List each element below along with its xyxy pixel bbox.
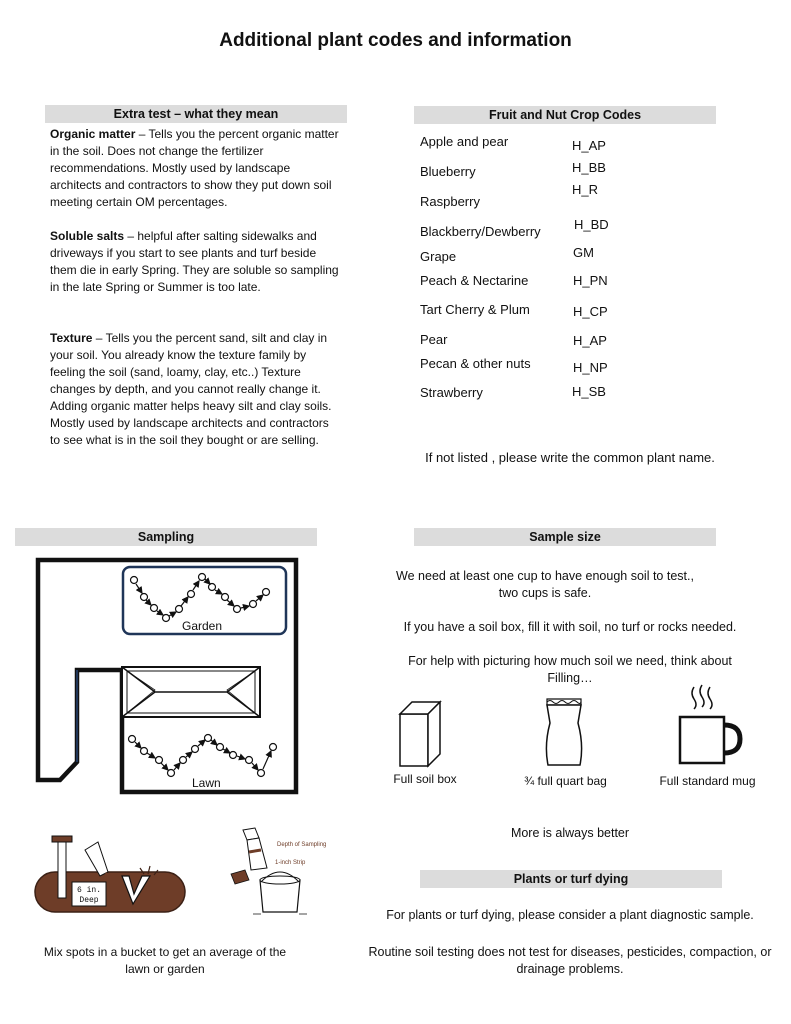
crop-code: H_SB <box>572 384 606 399</box>
crop-name: Peach & Nectarine <box>420 273 529 288</box>
depth-of-sampling-label: Depth of Sampling <box>277 842 327 848</box>
quart-bag-label: ¾ full quart bag <box>524 774 607 788</box>
texture-text: – Tells you the percent sand, silt and clay in your soil. You already know the texture family by feeling the soil (sand, loamy, clay, etc..) Texture changes by depth, and you cannot really change it. Adding organic matter helps heavy silt and clay soils. Mostly used by landscape architects and contractors to see what is in the soil they bought or are selling. <box>50 331 332 447</box>
mug-icon <box>676 683 744 767</box>
page-title: Additional plant codes and information <box>219 30 572 51</box>
quart-bag-icon <box>542 695 586 767</box>
organic-matter-term: Organic matter <box>50 127 136 141</box>
crop-name: Apple and pear <box>420 134 509 149</box>
depth-label-1: 6 in. <box>76 886 102 895</box>
soluble-salts-paragraph <box>50 228 340 296</box>
crop-code: H_R <box>572 182 599 197</box>
sampling-caption: Mix spots in a bucket to get an average of the lawn or garden <box>43 945 287 976</box>
crop-code: H_BB <box>572 160 606 175</box>
sampling-header: Sampling <box>15 528 317 546</box>
soluble-salts-text: – helpful after salting sidewalks and driveways if you start to see plants and turf beside them die in early Spring. They are soluble so sampling in the late Spring or Summer is too late. <box>50 229 339 294</box>
fruit-codes-note: If not listed , please write the common plant name. <box>425 450 715 465</box>
plants-dying-line-1: For plants or turf dying, please consider a plant diagnostic sample. <box>386 908 754 922</box>
strip-label: 1-inch Strip <box>275 860 306 866</box>
crop-name: Strawberry <box>420 385 483 400</box>
crop-code: H_CP <box>573 304 608 319</box>
soil-probe-illustration <box>30 828 190 918</box>
crop-name: Blueberry <box>420 164 476 179</box>
garden-label: Garden <box>182 619 223 633</box>
extra-test-header: Extra test – what they mean <box>45 105 347 123</box>
crop-name: Pear <box>420 332 448 347</box>
sample-size-line-2: If you have a soil box, fill it with soil, no turf or rocks needed. <box>403 620 737 634</box>
sample-size-line-3: For help with picturing how much soil we need, think about Filling… <box>408 654 732 685</box>
organic-matter-text: – Tells you the percent organic matter in the soil. Does not change the fertilizer recommendations. Mostly used by landscape architects and contractors to show they put down soil meeting certain OM percentages. <box>50 127 339 209</box>
sample-size-header: Sample size <box>414 528 716 546</box>
crop-code: H_AP <box>573 333 607 348</box>
trowel-bucket-illustration <box>225 826 335 921</box>
sampling-yard-diagram <box>30 552 305 802</box>
plants-dying-line-2: Routine soil testing does not test for diseases, pesticides, compaction, or drainage problems. <box>368 945 772 976</box>
crop-code: H_BD <box>574 217 609 232</box>
more-is-better: More is always better <box>510 826 630 840</box>
crop-name: Pecan & other nuts <box>420 356 531 371</box>
crop-code: H_AP <box>572 138 606 153</box>
sample-size-line-1: We need at least one cup to have enough soil to test., two cups is safe. <box>396 569 694 600</box>
soil-box-icon <box>398 700 442 768</box>
soluble-salts-term: Soluble salts <box>50 229 125 243</box>
crop-name: Grape <box>420 249 457 264</box>
crop-name: Tart Cherry & Plum <box>420 302 530 317</box>
crop-name: Blackberry/Dewberry <box>420 224 541 239</box>
soil-box-label: Full soil box <box>393 772 457 786</box>
lawn-label: Lawn <box>192 776 221 790</box>
plants-dying-header: Plants or turf dying <box>420 870 722 888</box>
mug-label: Full standard mug <box>659 774 756 788</box>
texture-term: Texture <box>50 331 93 345</box>
crop-code: H_NP <box>573 360 608 375</box>
crop-code: H_PN <box>573 273 608 288</box>
crop-name: Raspberry <box>420 194 480 209</box>
depth-label-2: Deep <box>79 896 99 905</box>
crop-code: GM <box>573 245 594 260</box>
fruit-codes-header: Fruit and Nut Crop Codes <box>414 106 716 124</box>
texture-paragraph <box>50 330 340 449</box>
organic-matter-paragraph <box>50 126 340 211</box>
